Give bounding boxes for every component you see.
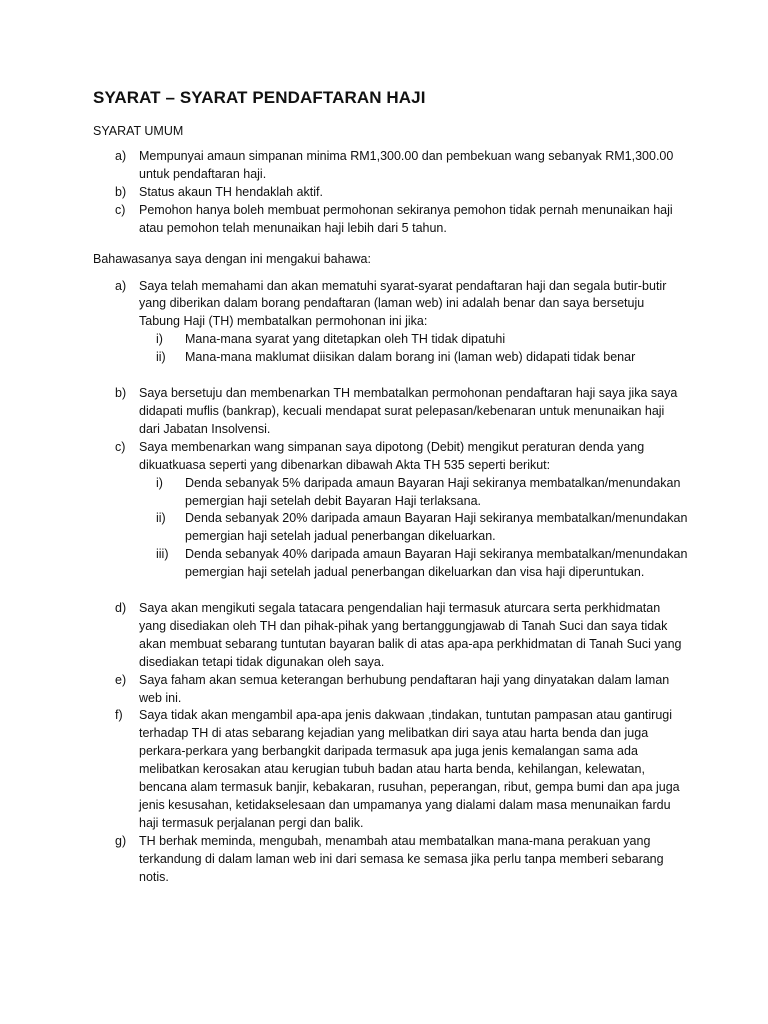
sub-item-text: Mana-mana syarat yang ditetapkan oleh TH tidak dipatuhi — [185, 332, 506, 347]
section-heading-syarat-umum: SYARAT UMUM — [93, 124, 184, 138]
item-marker: e) — [115, 672, 127, 687]
list-item — [93, 278, 688, 368]
sub-item-marker: ii) — [156, 511, 166, 526]
sub-list-item — [139, 510, 688, 546]
sub-item-text: Denda sebanyak 40% daripada amaun Bayaran Haji sekiranya membatalkan/menundakan pemergian haji setelah jadual penerbangan dikeluarkan dan visa haji diperuntukan. — [185, 547, 688, 580]
item-text: Saya membenarkan wang simpanan saya dipotong (Debit) mengikut peraturan denda yang dikuatkuasa seperti yang dibenarkan dibawah Akta TH 535 seperti berikut: — [139, 439, 645, 472]
item-marker: b) — [115, 184, 127, 199]
page-title: SYARAT – SYARAT PENDAFTARAN HAJI — [93, 88, 426, 107]
list-item — [93, 184, 688, 202]
list-item — [93, 833, 688, 887]
list-item — [93, 707, 688, 832]
item-marker: f) — [115, 708, 123, 723]
list-item — [93, 600, 688, 672]
item-text: Pemohon hanya boleh membuat permohonan sekiranya pemohon tidak pernah menunaikan haji atau pemohon telah menunaikan haji lebih dari 5 tahun. — [139, 202, 673, 235]
item-marker: b) — [115, 386, 127, 401]
item-text: Status akaun TH hendaklah aktif. — [139, 184, 323, 199]
item-text: Saya bersetuju dan membenarkan TH membatalkan permohonan pendaftaran haji saya jika saya didapati muflis (bankrap), kecuali mendapat surat pelepasan/kebenaran untuk menunaikan haji dari Jabatan Insolvensi. — [139, 386, 678, 436]
list-item — [93, 148, 688, 184]
list-item — [93, 202, 688, 238]
sub-list-item — [139, 349, 688, 367]
sub-item-marker: i) — [156, 475, 163, 490]
item-marker: a) — [115, 278, 127, 293]
sub-item-text: Mana-mana maklumat diisikan dalam borang ini (laman web) didapati tidak benar — [185, 350, 636, 365]
sub-list — [139, 331, 688, 367]
syarat-umum-list — [93, 148, 688, 238]
sub-list-item — [139, 546, 688, 582]
sub-item-text: Denda sebanyak 20% daripada amaun Bayaran Haji sekiranya membatalkan/menundakan pemergian haji setelah jadual penerbangan dikeluarkan. — [185, 511, 688, 544]
sub-list-item — [139, 331, 688, 349]
list-item — [93, 672, 688, 708]
akuan-intro: Bahawasanya saya dengan ini mengakui bahawa: — [93, 251, 371, 266]
sub-item-marker: i) — [156, 332, 163, 347]
item-marker: a) — [115, 149, 127, 163]
sub-item-marker: ii) — [156, 350, 166, 365]
item-text: Saya faham akan semua keterangan berhubung pendaftaran haji yang dinyatakan dalam laman web ini. — [139, 672, 670, 705]
akuan-list — [93, 278, 688, 887]
sub-item-text: Denda sebanyak 5% daripada amaun Bayaran Haji sekiranya membatalkan/menundakan pemergian haji setelah debit Bayaran Haji terlaksana. — [185, 475, 681, 508]
sub-item-marker: iii) — [156, 547, 169, 562]
item-text: Saya tidak akan mengambil apa-apa jenis dakwaan ,tindakan, tuntutan pampasan atau gantirugi terhadap TH di atas sebarang kejadian yang melibatkan diri saya atau harta benda dan juga perkara-perkara yang berbangkit daripada termasuk apa juga jenis kemalangan sama ada melibatkan kerosakan atau kerugian tubuh badan atau harta benda, kehilangan, kelewatan, bencana alam termasuk banjir, kebakaran, rusuhan, peperangan, ribut, gempa bumi dan apa juga jenis kesusahan, ketidakselesaan dan umpamanya yang dialami dalam masa menunaikan fardu haji termasuk perjalanan pergi dan balik. — [139, 708, 680, 830]
item-marker: c) — [115, 439, 126, 454]
item-text: Saya akan mengikuti segala tatacara pengendalian haji termasuk aturcara serta perkhidmatan yang disediakan oleh TH dan pihak-pihak yang bertanggungjawab di Tanah Suci dan saya tidak akan membuat sebarang tuntutan bayaran balik di atas apa-apa perkhidmatan di Tanah Suci yang disediakan tetapi tidak digunakan oleh saya. — [139, 601, 682, 669]
item-marker: c) — [115, 202, 126, 217]
list-item — [93, 385, 688, 439]
item-marker: g) — [115, 833, 127, 848]
sub-list — [139, 475, 688, 582]
sub-list-item — [139, 475, 688, 511]
list-item — [93, 439, 688, 582]
item-marker: d) — [115, 601, 127, 616]
item-text: Mempunyai amaun simpanan minima RM1,300.00 dan pembekuan wang sebanyak RM1,300.00 untuk pendaftaran haji. — [139, 149, 674, 181]
item-text: TH berhak meminda, mengubah, menambah atau membatalkan mana-mana perakuan yang terkandung di dalam laman web ini dari semasa ke semasa jika perlu tanpa memberi sebarang notis. — [139, 833, 664, 884]
item-text: Saya telah memahami dan akan mematuhi syarat-syarat pendaftaran haji dan segala butir-butir yang diberikan dalam borang pendaftaran (laman web) ini adalah benar dan saya bersetuju Tabung Haji (TH) membatalkan permohonan ini jika: — [139, 278, 667, 329]
